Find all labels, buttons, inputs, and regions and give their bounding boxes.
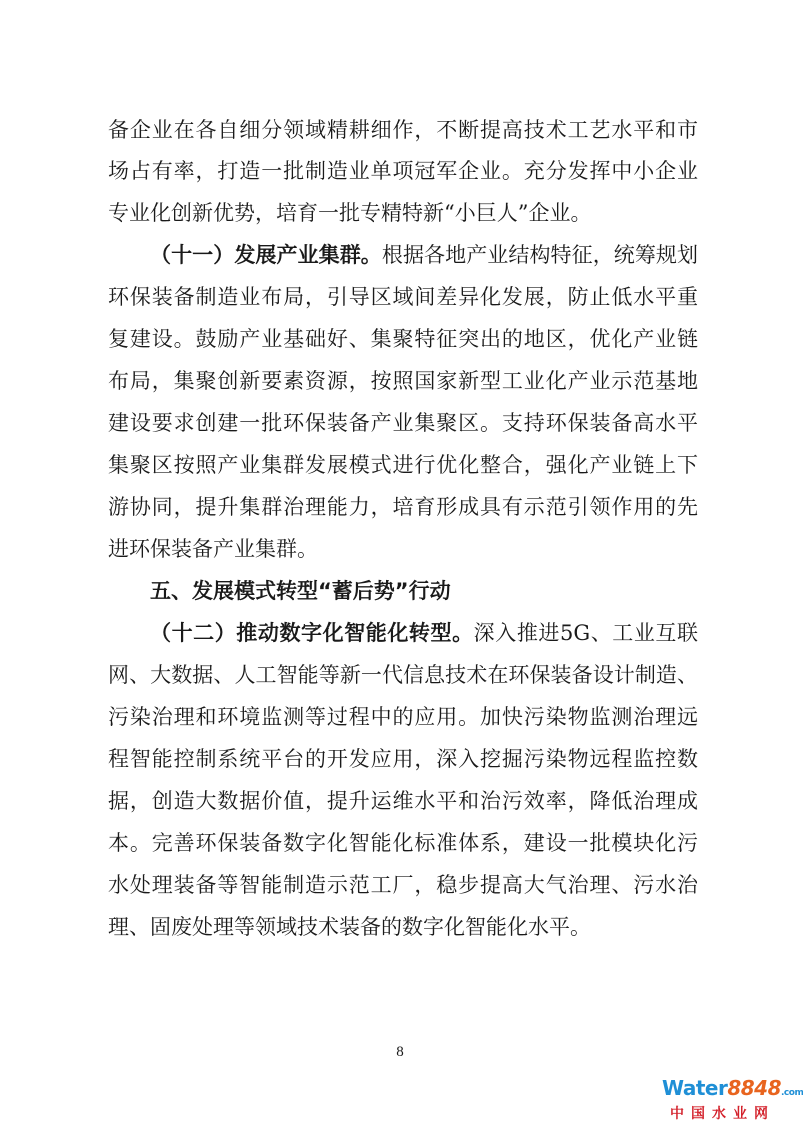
paragraph-2-lead: （十一）发展产业集群。 [150,243,382,267]
paragraph-3-line-1 [150,613,698,653]
paragraph-1-line-2: 场占有率，打造一批制造业单项冠军企业。充分发挥中小企业 [108,159,698,183]
paragraph-1-line-1: 备企业在各自细分领域精耕细作，不断提高技术工艺水平和市 [108,118,698,142]
section-heading: 五、发展模式转型“蓄后势”行动 [150,579,451,603]
paragraph-3-line-5: 据，创造大数据价值，提升运维水平和治污效率，降低治理成 [108,789,698,813]
watermark-logo [662,1076,803,1126]
paragraph-3-line-7: 水处理装备等智能制造示范工厂，稳步提高大气治理、污水治 [108,873,698,897]
paragraph-2-line-6: 集聚区按照产业集群发展模式进行优化整合，强化产业链上下 [108,453,698,477]
paragraph-3-first-line-rest: 深入推进5G、工业互联 [473,621,699,645]
paragraph-3-line-2: 网、大数据、人工智能等新一代信息技术在环保装备设计制造、 [108,663,698,687]
watermark-word: Water [662,1076,728,1100]
paragraph-2-line-1 [150,235,698,275]
watermark-domain: .com [781,1088,803,1098]
paragraph-2-line-8: 进环保装备产业集群。 [108,537,318,561]
paragraph-2-line-5: 建设要求创建一批环保装备产业集聚区。支持环保装备高水平 [108,411,698,435]
watermark-wordmark [662,1076,803,1100]
paragraph-2-line-3: 复建设。鼓励产业基础好、集聚特征突出的地区，优化产业链 [108,327,698,351]
paragraph-3-line-4: 程智能控制系统平台的开发应用，深入挖掘污染物远程监控数 [108,747,698,771]
paragraph-2-line-7: 游协同，提升集群治理能力，培育形成具有示范引领作用的先 [108,495,698,519]
paragraph-1-line-3: 专业化创新优势，培育一批专精特新“小巨人”企业。 [108,201,592,225]
paragraph-3-line-3: 污染治理和环境监测等过程中的应用。加快污染物监测治理远 [108,705,698,729]
paragraph-3-lead: （十二）推动数字化智能化转型。 [150,621,474,645]
watermark-chinese: 中国水业网 [670,1106,775,1122]
watermark-number: 8848 [727,1076,782,1100]
paragraph-2-line-4: 布局，集聚创新要素资源，按照国家新型工业化产业示范基地 [108,369,698,393]
paragraph-3-line-6: 本。完善环保装备数字化智能化标准体系，建设一批模块化污 [108,831,698,855]
paragraph-2-line-2: 环保装备制造业布局，引导区域间差异化发展，防止低水平重 [108,285,698,309]
paragraph-2-first-line-rest: 根据各地产业结构特征，统筹规划 [381,243,699,267]
paragraph-3-line-8: 理、固废处理等领域技术装备的数字化智能化水平。 [108,915,591,939]
page-number: 8 [396,1044,404,1060]
